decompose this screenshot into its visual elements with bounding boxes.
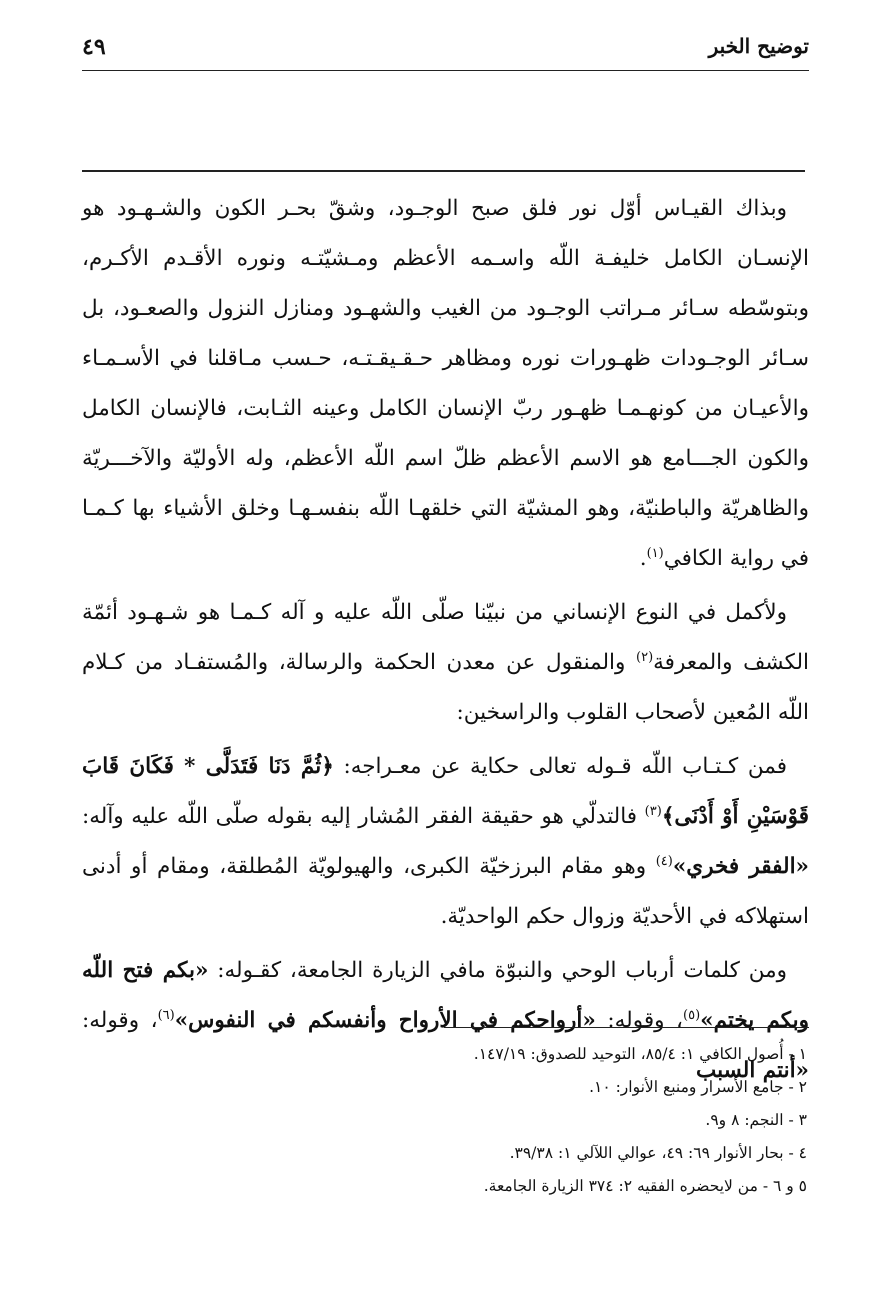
footnote-3: ٣ - النجم: ٨ و٩. xyxy=(705,1111,807,1129)
paragraph-3-text-a: فمن كـتـاب اللّه قـوله تعالى حكاية عن معـراجه: xyxy=(333,754,788,779)
paragraph-2-text-a: ولأكمل في النوع الإنساني من نبيّنا صلّى اللّه عليه و آله كـمـا هو شـهـود أئمّة الكشف والمعرفة xyxy=(82,600,809,675)
paragraph-2 xyxy=(82,588,809,738)
paragraph-3-text-c: وهو مقام البرزخيّة الكبرى، والهيولويّة المُطلقة، ومقام أو أدنى استهلاكه في الأحديّة وزوال حكم الواحديّة. xyxy=(82,854,809,929)
footnote-2: ٢ - جامع الأسرار ومنبع الأنوار: ١٠. xyxy=(589,1078,807,1096)
paragraph-4-text-c: ، وقوله: xyxy=(82,1008,158,1033)
ziyarah-quote-3: «أنتم السبب xyxy=(696,1058,809,1083)
paragraph-1-end: . xyxy=(639,546,647,571)
footnote-ref-2[interactable]: (٢) xyxy=(636,649,654,665)
paragraph-2-text-b: والمنقول عن معدن الحكمة والرسالة، والمُستفـاد من كـلام اللّه المُعين لأصحاب القلوب والراسخين: xyxy=(82,650,809,725)
quran-verse: ﴿ثُمَّ دَنَا فَتَدَلَّى * فَكَانَ قَابَ قَوْسَيْنِ أَوْ أَدْنَى﴾ xyxy=(82,754,809,829)
running-title: توضيح الخبر xyxy=(708,34,809,58)
main-text xyxy=(82,184,809,1100)
running-header xyxy=(82,34,809,64)
footnotes xyxy=(82,1038,809,1203)
footnote-ref-4[interactable]: (٤) xyxy=(655,853,673,869)
header-rule xyxy=(82,70,809,71)
paragraph-1-text: وبذاك القيـاس أوّل نور فلق صبح الوجـود، وشقّ بحـر الكون والشـهـود هو الإنسـان الكامل خليفـة اللّه واسـمه الأعظم ومـشيّتـه ونوره الأقـدم الأكـرم، وبتوسّطه سـائر مـراتب الوجـود من الغيب والشهـود ومنازل النزول والصعـود، بل سـائر الوجـودات ظهـورات نوره ومظاهر حـقـيقـتـه، حـسب مـاقلنا في الأسـمـاء والأعيـان من كونهـمـا ظهـور ربّ الإنسان الكامل وعينه الثـابت، فالإنسان الكامل والكون الجـــامع هو الاسم الأعظم ظلّ اسم اللّه الأعظم، وله الأوليّة والآخـــريّة والظاهريّة والباطنيّة، وهو المشيّة التي خلقهـا اللّه بنفسـهـا وخلق الأشياء بها كـمـا في رواية الكافي xyxy=(82,196,809,571)
footnote-ref-3[interactable]: (٣) xyxy=(644,803,662,819)
paragraph-1 xyxy=(82,184,809,584)
ziyarah-quote-1: «بكم فتح اللّه وبكم يختم» xyxy=(82,958,809,1033)
footnote-ref-5[interactable]: (٥) xyxy=(683,1007,701,1023)
footnote-rule xyxy=(444,1027,809,1028)
footnote-ref-1[interactable]: (١) xyxy=(646,545,664,561)
footnote-ref-6[interactable]: (٦) xyxy=(157,1007,175,1023)
paragraph-4-text-a: ومن كلمات أرباب الوحي والنبوّة مافي الزيارة الجامعة، كقـوله: xyxy=(208,958,787,983)
page-number: ٤٩ xyxy=(82,34,106,60)
paragraph-4-text-b: ، وقوله: xyxy=(595,1008,683,1033)
footnote-1: ١ - أُصول الكافي ١: ٨٥/٤، التوحيد للصدوق: ١٤٧/١٩. xyxy=(473,1045,807,1063)
footnote-5-6: ٥ و ٦ - من لايحضره الفقيه ٢: ٣٧٤ الزيارة الجامعة. xyxy=(483,1177,807,1195)
ziyarah-quote-2: «أرواحكم في الأرواح وأنفسكم في النفوس» xyxy=(174,1008,596,1033)
hadith-quote: «الفقر فخري» xyxy=(672,854,809,879)
footnote-4: ٤ - بحار الأنوار ٦٩: ٤٩، عوالي اللآلي ١: ٣٩/٣٨. xyxy=(509,1144,807,1162)
paragraph-3 xyxy=(82,742,809,942)
section-divider xyxy=(82,170,805,172)
paragraph-3-text-b: فالتدلّي هو حقيقة الفقر المُشار إليه بقوله صلّى اللّه عليه وآله: xyxy=(82,804,645,829)
